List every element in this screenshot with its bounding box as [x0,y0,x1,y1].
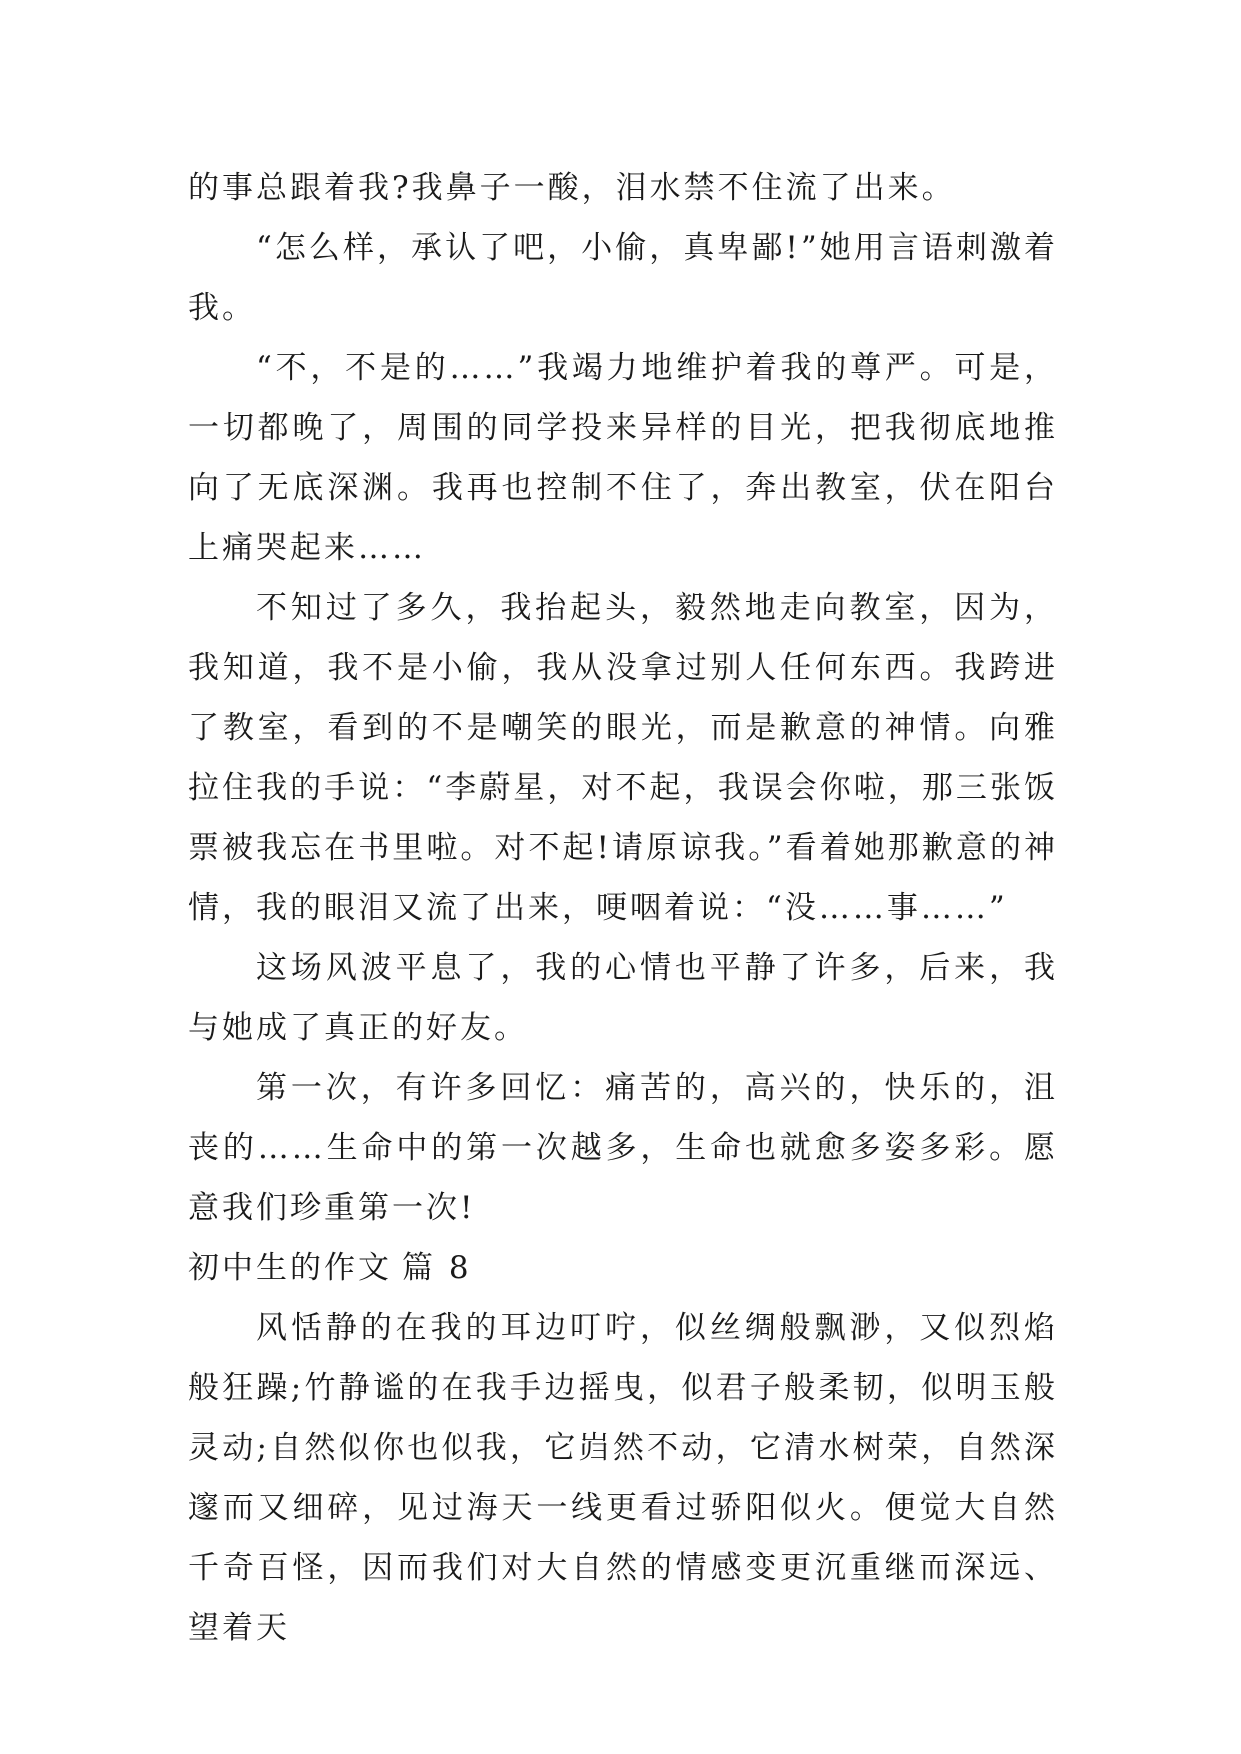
paragraph-5: 这场风波平息了，我的心情也平静了许多，后来，我与她成了真正的好友。 [188,950,1058,1046]
paragraph-1: 的事总跟着我?我鼻子一酸，泪水禁不住流了出来。 [188,170,956,206]
section-heading [188,1238,1058,1298]
document-page [188,158,1058,1658]
paragraph-6: 第一次，有许多回忆：痛苦的，高兴的，快乐的，沮丧的……生命中的第一次越多，生命也就愈多姿多彩。愿意我们珍重第一次! [188,1070,1058,1226]
paragraph-4: 不知过了多久，我抬起头，毅然地走向教室，因为，我知道，我不是小偷，我从没拿过别人任何东西。我跨进了教室，看到的不是嘲笑的眼光，而是歉意的神情。向雅拉住我的手说：“李蔚星，对不起，我误会你啦，那三张饭票被我忘在书里啦。对不起!请原谅我。”看着她那歉意的神情，我的眼泪又流了出来，哽咽着说：“没……事……” [188,590,1058,926]
section-title: 初中生的作文 [188,1250,392,1286]
section-number: 篇 8 [402,1250,472,1286]
paragraph-7: 风恬静的在我的耳边叮咛，似丝绸般飘渺，又似烈焰般狂躁;竹静谧的在我手边摇曳，似君子般柔韧，似明玉般灵动;自然似你也似我，它岿然不动，它清水树荣，自然深邃而又细碎，见过海天一线更看过骄阳似火。便觉大自然千奇百怪，因而我们对大自然的情感变更沉重继而深远、望着天 [188,1310,1058,1646]
paragraph-2: “怎么样，承认了吧，小偷，真卑鄙!”她用言语刺激着我。 [188,230,1058,326]
paragraph-3: “不，不是的……”我竭力地维护着我的尊严。可是，一切都晚了，周围的同学投来异样的目光，把我彻底地推向了无底深渊。我再也控制不住了，奔出教室，伏在阳台上痛哭起来…… [188,350,1058,566]
